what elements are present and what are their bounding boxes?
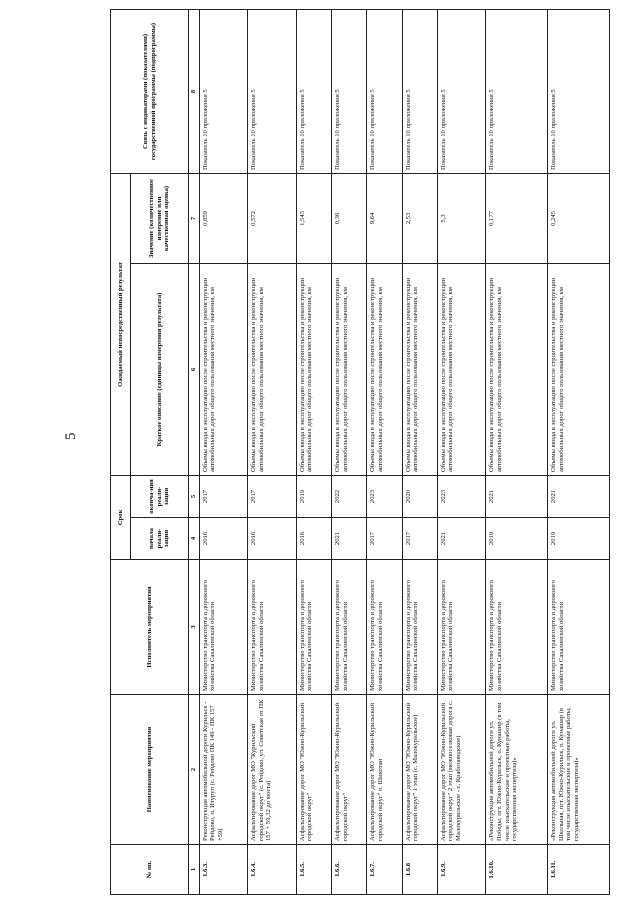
measure-executor: Министерство транспорта и дорожного хозяйства Сахалинской области bbox=[437, 560, 486, 695]
indicator-link: Показатель 10 приложения 5 bbox=[486, 9, 548, 173]
start-year: 2017 bbox=[367, 518, 402, 560]
end-year: 2023 bbox=[367, 476, 402, 518]
rotated-table-wrapper bbox=[110, 10, 610, 895]
measure-executor: Министерство транспорта и дорожного хозяйства Сахалинской области bbox=[402, 560, 437, 695]
start-year: 2016 bbox=[199, 518, 248, 560]
column-number: 8 bbox=[189, 9, 200, 173]
result-value: 9,64 bbox=[367, 173, 402, 263]
start-year: 2016 bbox=[248, 518, 297, 560]
end-year: 2022 bbox=[331, 476, 366, 518]
row-number: 1.6.9. bbox=[437, 845, 486, 895]
result-description: Объемы ввода в эксплуатацию после строительства и реконструкции автомобильных дорог общего пользования местного значения, км bbox=[367, 264, 402, 476]
indicator-link: Показатель 10 приложения 5 bbox=[296, 9, 331, 173]
result-value: 2,53 bbox=[402, 173, 437, 263]
header-link: Связь с индикаторами (показателями) государственной программы (подпрограммы) bbox=[111, 9, 189, 173]
result-value: 0,245 bbox=[548, 173, 610, 263]
measure-name: Асфальтирование дорог МО "Южно-Курильский городской округ" 2 этап (межпоселковая дорога с. Малокурильское - с. Крабозаводское) bbox=[437, 695, 486, 845]
measure-name: Асфальтирование дорог МО "Южно-Курильский городской округ" bbox=[296, 695, 331, 845]
header-number: № пп. bbox=[111, 845, 189, 895]
table-row bbox=[367, 9, 402, 894]
end-year: 2020 bbox=[402, 476, 437, 518]
start-year: 2019 bbox=[486, 518, 548, 560]
column-number: 7 bbox=[189, 173, 200, 263]
measure-executor: Министерство транспорта и дорожного хозяйства Сахалинской области bbox=[367, 560, 402, 695]
column-number: 2 bbox=[189, 695, 200, 845]
measure-executor: Министерство транспорта и дорожного хозяйства Сахалинской области bbox=[548, 560, 610, 695]
table-row bbox=[437, 9, 486, 894]
header-executor: Исполнитель мероприятия bbox=[111, 560, 189, 695]
table-row bbox=[548, 9, 610, 894]
row-number: 1.6.3. bbox=[199, 845, 248, 895]
end-year: 2023 bbox=[437, 476, 486, 518]
result-description: Объемы ввода в эксплуатацию после строительства и реконструкции автомобильных дорог общего пользования местного значения, км bbox=[296, 264, 331, 476]
result-value: 0,859 bbox=[199, 173, 248, 263]
row-number: 1.6.7. bbox=[367, 845, 402, 895]
result-description: Объемы ввода в эксплуатацию после строительства и реконструкции автомобильных дорог общего пользования местного значения, км bbox=[486, 264, 548, 476]
column-number: 5 bbox=[189, 476, 200, 518]
header-start: начала реали-зации bbox=[131, 518, 189, 560]
column-numbers-row bbox=[189, 9, 200, 894]
measure-name: «Реконструкция автомобильной дороги ул. Школьная, пгт. Южно-Курильск, о. Кунашир (в том числе изыскательские и проектные работы, государственная экспертиза)» bbox=[548, 695, 610, 845]
indicator-link: Показатель 10 приложения 5 bbox=[199, 9, 248, 173]
measures-table bbox=[110, 9, 610, 895]
start-year: 2016 bbox=[296, 518, 331, 560]
header-result: Ожидаемый непосредственный результат bbox=[111, 173, 131, 475]
header-term: Срок bbox=[111, 476, 131, 560]
table-row bbox=[402, 9, 437, 894]
table-row bbox=[248, 9, 297, 894]
row-number: 1.6.6. bbox=[331, 845, 366, 895]
header-end: оконча-ния реали-зации bbox=[131, 476, 189, 518]
start-year: 2021 bbox=[331, 518, 366, 560]
header-value: Значение (количественное измерение или качественная оценка) bbox=[131, 173, 189, 263]
measure-name: Асфальтирование дорог МО "Южно-Курильский городской округ" о. Шикотан bbox=[367, 695, 402, 845]
start-year: 2021 bbox=[437, 518, 486, 560]
row-number: 1.6.4. bbox=[248, 845, 297, 895]
measure-executor: Министерство транспорта и дорожного хозяйства Сахалинской области bbox=[199, 560, 248, 695]
column-number: 6 bbox=[189, 264, 200, 476]
indicator-link: Показатель 10 приложения 5 bbox=[548, 9, 610, 173]
end-year: 2017 bbox=[199, 476, 248, 518]
table-row bbox=[296, 9, 331, 894]
measure-name: «Реконструкция автомобильной дороги ул. Победы, пгт. Южно-Курильск, о. Кунашир (в том числе изыскательские и проектные работы, государственная экспертиза)» bbox=[486, 695, 548, 845]
row-number: 1.6.11. bbox=[548, 845, 610, 895]
end-year: 2021 bbox=[486, 476, 548, 518]
start-year: 2019 bbox=[548, 518, 610, 560]
start-year: 2017 bbox=[402, 518, 437, 560]
row-number: 1.6.5. bbox=[296, 845, 331, 895]
table-row bbox=[486, 9, 548, 894]
header-description: Краткое описание (единицы измерения результата) bbox=[131, 264, 189, 476]
result-description: Объемы ввода в эксплуатацию после строительства и реконструкции автомобильных дорог общего пользования местного значения, км bbox=[548, 264, 610, 476]
row-number: 1.6.10. bbox=[486, 845, 548, 895]
indicator-link: Показатель 10 приложения 5 bbox=[402, 9, 437, 173]
header-row-1 bbox=[111, 9, 131, 894]
result-value: 1,543 bbox=[296, 173, 331, 263]
end-year: 2021 bbox=[548, 476, 610, 518]
table-row bbox=[331, 9, 366, 894]
measure-name: Реконструкция автомобильной дороги Курильск - Рейдово, п. Итуруп (с. Рейдово ПК 149 - ПК 157 +59) bbox=[199, 695, 248, 845]
result-description: Объемы ввода в эксплуатацию после строительства и реконструкции автомобильных дорог общего пользования местного значения, км bbox=[248, 264, 297, 476]
measure-name: Асфальтирование дорог МО "Курильский городской округ" (с. Рейдово, ул. Советская от ПК 157 + 59,32 до моста) bbox=[248, 695, 297, 845]
result-value: 0,36 bbox=[331, 173, 366, 263]
header-name: Наименование мероприятия bbox=[111, 695, 189, 845]
measure-name: Асфальтирование дорог МО "Южно-Курильский городской округ" 1 этап (с. Малокурильское) bbox=[402, 695, 437, 845]
result-value: 0,572 bbox=[248, 173, 297, 263]
table-row bbox=[199, 9, 248, 894]
table-body bbox=[199, 9, 609, 894]
end-year: 2017 bbox=[248, 476, 297, 518]
end-year: 2019 bbox=[296, 476, 331, 518]
measure-executor: Министерство транспорта и дорожного хозяйства Сахалинской области bbox=[248, 560, 297, 695]
measure-executor: Министерство транспорта и дорожного хозяйства Сахалинской области bbox=[296, 560, 331, 695]
result-description: Объемы ввода в эксплуатацию после строительства и реконструкции автомобильных дорог общего пользования местного значения, км bbox=[199, 264, 248, 476]
measure-name: Асфальтирование дорог МО "Южно-Курильский городской округ" bbox=[331, 695, 366, 845]
page-number: 5 bbox=[63, 432, 79, 440]
row-number: 1.6.8 bbox=[402, 845, 437, 895]
column-number: 4 bbox=[189, 518, 200, 560]
indicator-link: Показатель 10 приложения 5 bbox=[437, 9, 486, 173]
measure-executor: Министерство транспорта и дорожного хозяйства Сахалинской области bbox=[486, 560, 548, 695]
column-number: 1 bbox=[189, 845, 200, 895]
result-value: 0,177 bbox=[486, 173, 548, 263]
measure-executor: Министерство транспорта и дорожного хозяйства Сахалинской области bbox=[331, 560, 366, 695]
result-description: Объемы ввода в эксплуатацию после строительства и реконструкции автомобильных дорог общего пользования местного значения, км bbox=[331, 264, 366, 476]
indicator-link: Показатель 10 приложения 5 bbox=[248, 9, 297, 173]
result-description: Объемы ввода в эксплуатацию после строительства и реконструкции автомобильных дорог общего пользования местного значения, км bbox=[402, 264, 437, 476]
result-description: Объемы ввода в эксплуатацию после строительства и реконструкции автомобильных дорог общего пользования местного значения, км bbox=[437, 264, 486, 476]
indicator-link: Показатель 10 приложения 5 bbox=[331, 9, 366, 173]
column-number: 3 bbox=[189, 560, 200, 695]
result-value: 5,3 bbox=[437, 173, 486, 263]
indicator-link: Показатель 10 приложения 5 bbox=[367, 9, 402, 173]
